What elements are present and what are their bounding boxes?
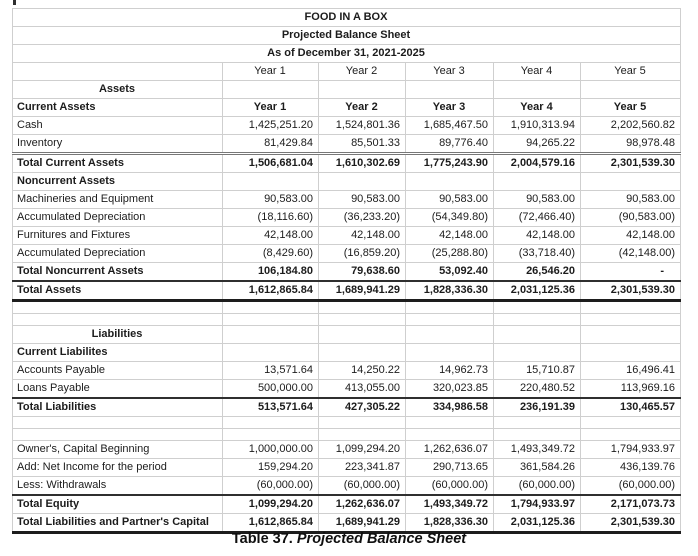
- value-cell: 427,305.22: [319, 398, 406, 417]
- value-cell: 90,583.00: [581, 191, 681, 209]
- table-row: [13, 281, 681, 301]
- value-cell: (18,116.60): [223, 209, 319, 227]
- value-cell: 79,638.60: [319, 263, 406, 282]
- value-cell: Year 4: [494, 63, 581, 81]
- table-row: [13, 314, 681, 326]
- value-cell: [406, 301, 494, 314]
- value-cell: 436,139.76: [581, 459, 681, 477]
- value-cell: 500,000.00: [223, 380, 319, 399]
- row-label-cell: Add: Net Income for the period: [13, 459, 223, 477]
- row-label-cell: Total Assets: [13, 281, 223, 301]
- table-row: [13, 9, 681, 27]
- value-cell: [581, 301, 681, 314]
- value-cell: 16,496.41: [581, 362, 681, 380]
- stray-mark: [13, 0, 16, 5]
- table-row: [13, 154, 681, 173]
- table-row: [13, 344, 681, 362]
- value-cell: [319, 301, 406, 314]
- value-cell: Year 5: [581, 99, 681, 117]
- value-cell: [223, 81, 319, 99]
- value-cell: 159,294.20: [223, 459, 319, 477]
- value-cell: 2,202,560.82: [581, 117, 681, 135]
- value-cell: (36,233.20): [319, 209, 406, 227]
- table-row: [13, 173, 681, 191]
- value-cell: [319, 326, 406, 344]
- value-cell: 26,546.20: [494, 263, 581, 282]
- row-label-cell: Total Noncurrent Assets: [13, 263, 223, 282]
- value-cell: 1,828,336.30: [406, 514, 494, 533]
- value-cell: [319, 81, 406, 99]
- value-cell: 1,794,933.97: [494, 495, 581, 514]
- value-cell: 13,571.64: [223, 362, 319, 380]
- row-label-cell: Current Liabilites: [13, 344, 223, 362]
- value-cell: [581, 81, 681, 99]
- value-cell: [406, 173, 494, 191]
- row-label-cell: Assets: [13, 81, 223, 99]
- row-label-cell: Liabilities: [13, 326, 223, 344]
- value-cell: [223, 314, 319, 326]
- table-title-cell: Projected Balance Sheet: [13, 27, 681, 45]
- row-label-cell: [13, 301, 223, 314]
- value-cell: 42,148.00: [581, 227, 681, 245]
- table-row: [13, 263, 681, 282]
- value-cell: [223, 301, 319, 314]
- row-label-cell: Current Assets: [13, 99, 223, 117]
- value-cell: 1,262,636.07: [406, 441, 494, 459]
- value-cell: 53,092.40: [406, 263, 494, 282]
- value-cell: [223, 429, 319, 441]
- value-cell: 1,794,933.97: [581, 441, 681, 459]
- value-cell: 85,501.33: [319, 135, 406, 154]
- value-cell: (60,000.00): [319, 477, 406, 496]
- value-cell: 15,710.87: [494, 362, 581, 380]
- value-cell: 98,978.48: [581, 135, 681, 154]
- value-cell: 220,480.52: [494, 380, 581, 399]
- table-row: [13, 495, 681, 514]
- value-cell: 89,776.40: [406, 135, 494, 154]
- value-cell: 90,583.00: [494, 191, 581, 209]
- value-cell: Year 1: [223, 63, 319, 81]
- value-cell: 223,341.87: [319, 459, 406, 477]
- value-cell: (42,148.00): [581, 245, 681, 263]
- row-label-cell: Cash: [13, 117, 223, 135]
- value-cell: [406, 81, 494, 99]
- row-label-cell: Total Liabilities: [13, 398, 223, 417]
- row-label-cell: Inventory: [13, 135, 223, 154]
- value-cell: [223, 326, 319, 344]
- value-cell: 94,265.22: [494, 135, 581, 154]
- value-cell: [581, 429, 681, 441]
- value-cell: [581, 417, 681, 429]
- value-cell: [406, 417, 494, 429]
- table-row: [13, 459, 681, 477]
- table-row: [13, 209, 681, 227]
- value-cell: [494, 301, 581, 314]
- value-cell: 1,828,336.30: [406, 281, 494, 301]
- row-label-cell: [13, 429, 223, 441]
- value-cell: 1,610,302.69: [319, 154, 406, 173]
- value-cell: 42,148.00: [223, 227, 319, 245]
- value-cell: 1,689,941.29: [319, 281, 406, 301]
- value-cell: Year 5: [581, 63, 681, 81]
- value-cell: 1,425,251.20: [223, 117, 319, 135]
- table-row: [13, 227, 681, 245]
- value-cell: 2,171,073.73: [581, 495, 681, 514]
- table-row: [13, 362, 681, 380]
- row-label-cell: Accumulated Depreciation: [13, 245, 223, 263]
- value-cell: [494, 417, 581, 429]
- value-cell: [319, 314, 406, 326]
- value-cell: 42,148.00: [494, 227, 581, 245]
- value-cell: 2,031,125.36: [494, 514, 581, 533]
- value-cell: [319, 344, 406, 362]
- value-cell: (60,000.00): [581, 477, 681, 496]
- row-label-cell: Loans Payable: [13, 380, 223, 399]
- table-row: [13, 477, 681, 496]
- table-row: [13, 45, 681, 63]
- row-label-cell: [13, 417, 223, 429]
- value-cell: 1,262,636.07: [319, 495, 406, 514]
- table-row: [13, 429, 681, 441]
- value-cell: 413,055.00: [319, 380, 406, 399]
- value-cell: 1,506,681.04: [223, 154, 319, 173]
- caption-prefix: Table 37.: [231, 531, 297, 547]
- caption-title: Projected Balance Sheet: [296, 531, 467, 547]
- table-row: [13, 441, 681, 459]
- table-title-cell: FOOD IN A BOX: [13, 9, 681, 27]
- value-cell: Year 3: [406, 99, 494, 117]
- value-cell: 1,689,941.29: [319, 514, 406, 533]
- table-row: [13, 81, 681, 99]
- value-cell: 1,775,243.90: [406, 154, 494, 173]
- value-cell: 334,986.58: [406, 398, 494, 417]
- table-row: [13, 27, 681, 45]
- value-cell: (16,859.20): [319, 245, 406, 263]
- value-cell: 14,250.22: [319, 362, 406, 380]
- value-cell: 1,493,349.72: [406, 495, 494, 514]
- value-cell: 42,148.00: [319, 227, 406, 245]
- table-row: [13, 326, 681, 344]
- value-cell: 1,000,000.00: [223, 441, 319, 459]
- table-caption: [0, 531, 698, 547]
- value-cell: 236,191.39: [494, 398, 581, 417]
- value-cell: 1,524,801.36: [319, 117, 406, 135]
- value-cell: [223, 173, 319, 191]
- value-cell: [406, 429, 494, 441]
- value-cell: [319, 173, 406, 191]
- value-cell: 2,301,539.30: [581, 281, 681, 301]
- value-cell: 90,583.00: [319, 191, 406, 209]
- value-cell: 2,004,579.16: [494, 154, 581, 173]
- value-cell: (60,000.00): [494, 477, 581, 496]
- row-label-cell: Furnitures and Fixtures: [13, 227, 223, 245]
- value-cell: 290,713.65: [406, 459, 494, 477]
- value-cell: [223, 344, 319, 362]
- row-label-cell: Owner's, Capital Beginning: [13, 441, 223, 459]
- value-cell: 513,571.64: [223, 398, 319, 417]
- value-cell: 320,023.85: [406, 380, 494, 399]
- value-cell: [494, 81, 581, 99]
- value-cell: 1,685,467.50: [406, 117, 494, 135]
- value-cell: 1,099,294.20: [223, 495, 319, 514]
- value-cell: Year 2: [319, 63, 406, 81]
- value-cell: 81,429.84: [223, 135, 319, 154]
- row-label-cell: Noncurrent Assets: [13, 173, 223, 191]
- row-label-cell: Total Equity: [13, 495, 223, 514]
- row-label-cell: [13, 63, 223, 81]
- row-label-cell: Less: Withdrawals: [13, 477, 223, 496]
- value-cell: 130,465.57: [581, 398, 681, 417]
- value-cell: 1,493,349.72: [494, 441, 581, 459]
- table-row: [13, 301, 681, 314]
- table-row: [13, 191, 681, 209]
- value-cell: 361,584.26: [494, 459, 581, 477]
- value-cell: (72,466.40): [494, 209, 581, 227]
- row-label-cell: Total Current Assets: [13, 154, 223, 173]
- table-row: [13, 514, 681, 533]
- row-label-cell: Machineries and Equipment: [13, 191, 223, 209]
- value-cell: Year 1: [223, 99, 319, 117]
- value-cell: Year 2: [319, 99, 406, 117]
- value-cell: (90,583.00): [581, 209, 681, 227]
- value-cell: [494, 326, 581, 344]
- row-label-cell: Accumulated Depreciation: [13, 209, 223, 227]
- value-cell: [406, 314, 494, 326]
- value-cell: (8,429.60): [223, 245, 319, 263]
- value-cell: 90,583.00: [406, 191, 494, 209]
- value-cell: 2,301,539.30: [581, 154, 681, 173]
- row-label-cell: [13, 314, 223, 326]
- value-cell: [494, 314, 581, 326]
- value-cell: [406, 326, 494, 344]
- value-cell: 106,184.80: [223, 263, 319, 282]
- value-cell: 2,301,539.30: [581, 514, 681, 533]
- value-cell: (60,000.00): [406, 477, 494, 496]
- table-row: [13, 398, 681, 417]
- table-row: [13, 99, 681, 117]
- row-label-cell: Accounts Payable: [13, 362, 223, 380]
- value-cell: [494, 429, 581, 441]
- value-cell: [406, 344, 494, 362]
- value-cell: [581, 344, 681, 362]
- table-title-cell: As of December 31, 2021-2025: [13, 45, 681, 63]
- value-cell: [319, 429, 406, 441]
- value-cell: [581, 314, 681, 326]
- value-cell: [581, 326, 681, 344]
- balance-sheet-body: [13, 9, 681, 533]
- value-cell: [494, 173, 581, 191]
- table-row: [13, 417, 681, 429]
- value-cell: (60,000.00): [223, 477, 319, 496]
- value-cell: (33,718.40): [494, 245, 581, 263]
- value-cell: [494, 344, 581, 362]
- value-cell: 14,962.73: [406, 362, 494, 380]
- row-label-cell: Total Liabilities and Partner's Capital: [13, 514, 223, 533]
- value-cell: 1,612,865.84: [223, 281, 319, 301]
- value-cell: Year 4: [494, 99, 581, 117]
- value-cell: 1,612,865.84: [223, 514, 319, 533]
- value-cell: (54,349.80): [406, 209, 494, 227]
- value-cell: 42,148.00: [406, 227, 494, 245]
- value-cell: [319, 417, 406, 429]
- value-cell: 1,910,313.94: [494, 117, 581, 135]
- value-cell: 1,099,294.20: [319, 441, 406, 459]
- value-cell: 113,969.16: [581, 380, 681, 399]
- table-row: [13, 117, 681, 135]
- value-cell: (25,288.80): [406, 245, 494, 263]
- value-cell: Year 3: [406, 63, 494, 81]
- table-row: [13, 380, 681, 399]
- value-cell: -: [581, 263, 681, 282]
- value-cell: [581, 173, 681, 191]
- value-cell: 2,031,125.36: [494, 281, 581, 301]
- table-row: [13, 245, 681, 263]
- balance-sheet-table: [12, 8, 681, 534]
- table-row: [13, 63, 681, 81]
- value-cell: 90,583.00: [223, 191, 319, 209]
- value-cell: [223, 417, 319, 429]
- table-row: [13, 135, 681, 154]
